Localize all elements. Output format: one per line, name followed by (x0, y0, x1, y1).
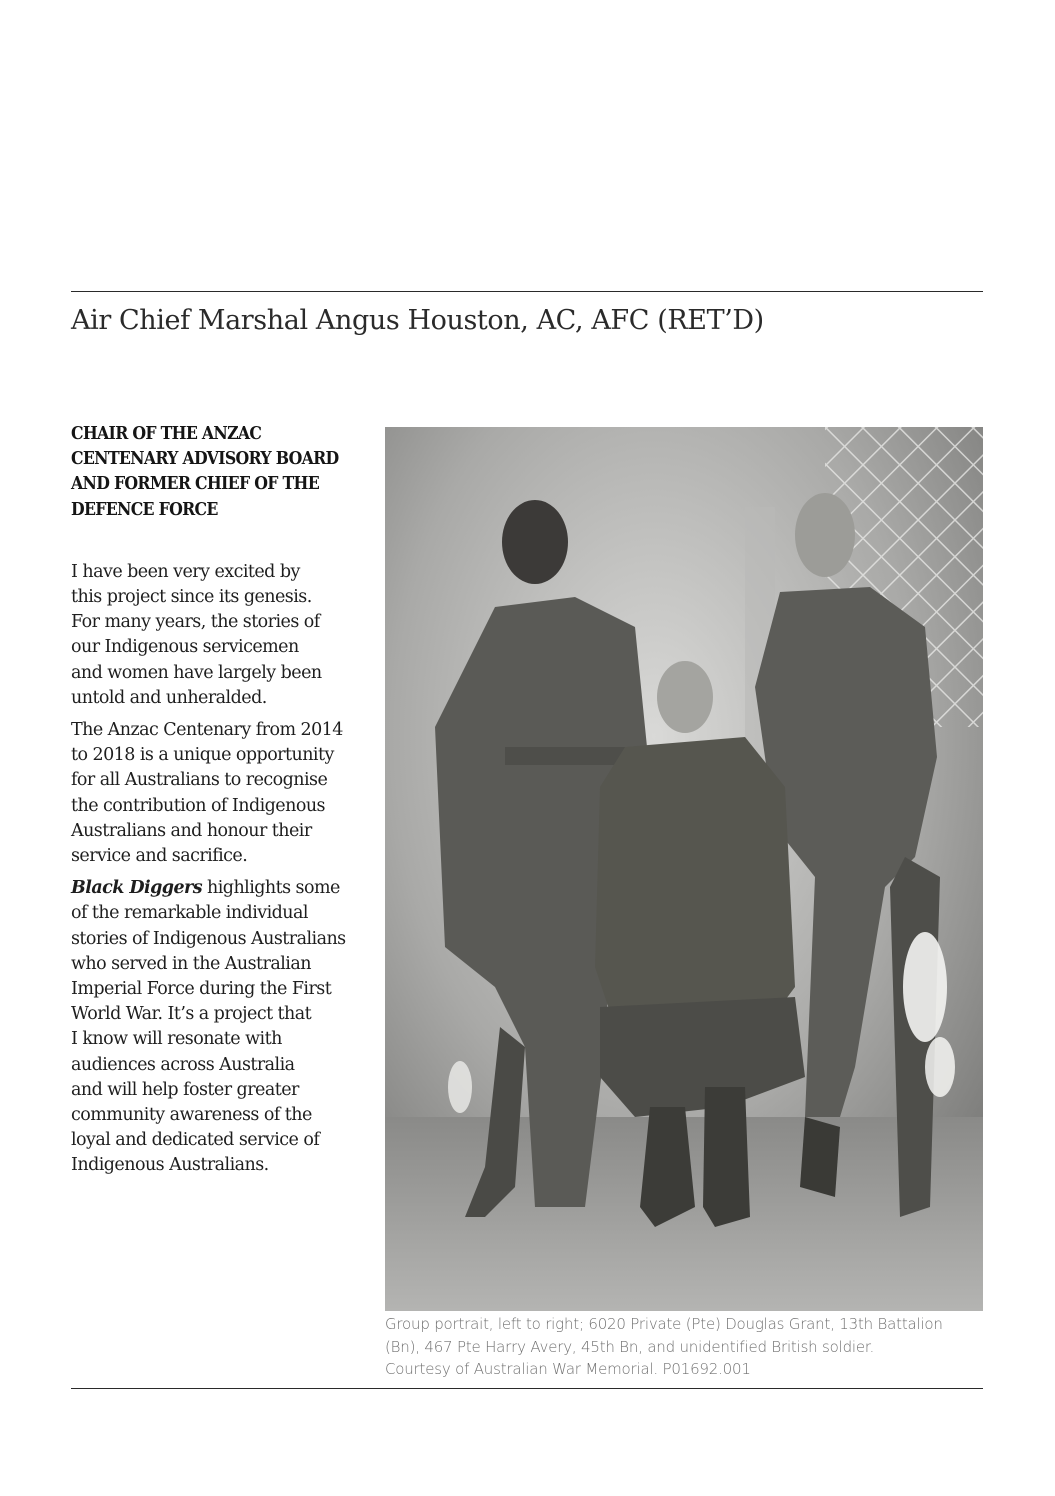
paragraph-line: the contribution of Indigenous (71, 795, 325, 816)
paragraph-line: and will help foster greater (71, 1079, 299, 1100)
paragraph-line: this project since its genesis. (71, 587, 312, 608)
paragraph-3 (71, 876, 371, 1178)
photo-illustration (385, 427, 983, 1311)
paragraph-line: highlights some (202, 878, 340, 899)
book-title-emphasis: Black Diggers (71, 878, 203, 899)
role-subtitle (71, 422, 371, 523)
paragraph-line: Imperial Force during the First (71, 979, 332, 1000)
left-column (71, 422, 371, 1186)
caption-line: (Bn), 467 Pte Harry Avery, 45th Bn, and unidentified British soldier. (385, 1337, 875, 1356)
photo-damage (448, 1061, 472, 1113)
photo-damage (925, 1037, 955, 1097)
paragraph-line: I know will resonate with (71, 1029, 282, 1050)
top-rule (71, 291, 983, 292)
paragraph-line: for all Australians to recognise (71, 770, 328, 791)
bottom-rule (71, 1388, 983, 1389)
paragraph-line: Indigenous Australians. (71, 1155, 269, 1176)
paragraph-line: World War. It’s a project that (71, 1004, 312, 1025)
paragraph-line: The Anzac Centenary from 2014 (71, 720, 343, 741)
paragraph-2 (71, 718, 371, 869)
paragraph-line: For many years, the stories of (71, 612, 320, 633)
subtitle-line: DEFENCE FORCE (71, 499, 218, 520)
body-text (71, 560, 371, 1179)
subtitle-line: AND FORMER CHIEF OF THE (71, 474, 319, 495)
paragraph-line: community awareness of the (71, 1105, 312, 1126)
paragraph-line: audiences across Australia (71, 1054, 295, 1075)
subtitle-line: CHAIR OF THE ANZAC (71, 424, 262, 444)
paragraph-line: stories of Indigenous Australians (71, 928, 346, 949)
photo-caption (385, 1313, 983, 1381)
paragraph-1 (71, 560, 371, 711)
paragraph-line: loyal and dedicated service of (71, 1130, 320, 1151)
paragraph-line: and women have largely been (71, 662, 322, 683)
paragraph-line: of the remarkable individual (71, 903, 308, 924)
paragraph-line: who served in the Australian (71, 953, 311, 974)
paragraph-line: service and sacrifice. (71, 846, 248, 867)
group-portrait-photo (385, 427, 983, 1311)
caption-line: Courtesy of Australian War Memorial. P01692.001 (385, 1360, 751, 1378)
paragraph-line: Australians and honour their (71, 820, 312, 841)
page-title: Air Chief Marshal Angus Houston, AC, AFC (RET’D) (71, 305, 764, 336)
subtitle-line: CENTENARY ADVISORY BOARD (71, 449, 339, 470)
paragraph-line: our Indigenous servicemen (71, 637, 299, 658)
paragraph-line: to 2018 is a unique opportunity (71, 745, 334, 766)
caption-line: Group portrait, left to right; 6020 Private (Pte) Douglas Grant, 13th Battalion (385, 1315, 943, 1333)
paragraph-line: untold and unheralded. (71, 687, 267, 708)
paragraph-line: I have been very excited by (71, 561, 300, 582)
photo-damage (903, 932, 947, 1042)
